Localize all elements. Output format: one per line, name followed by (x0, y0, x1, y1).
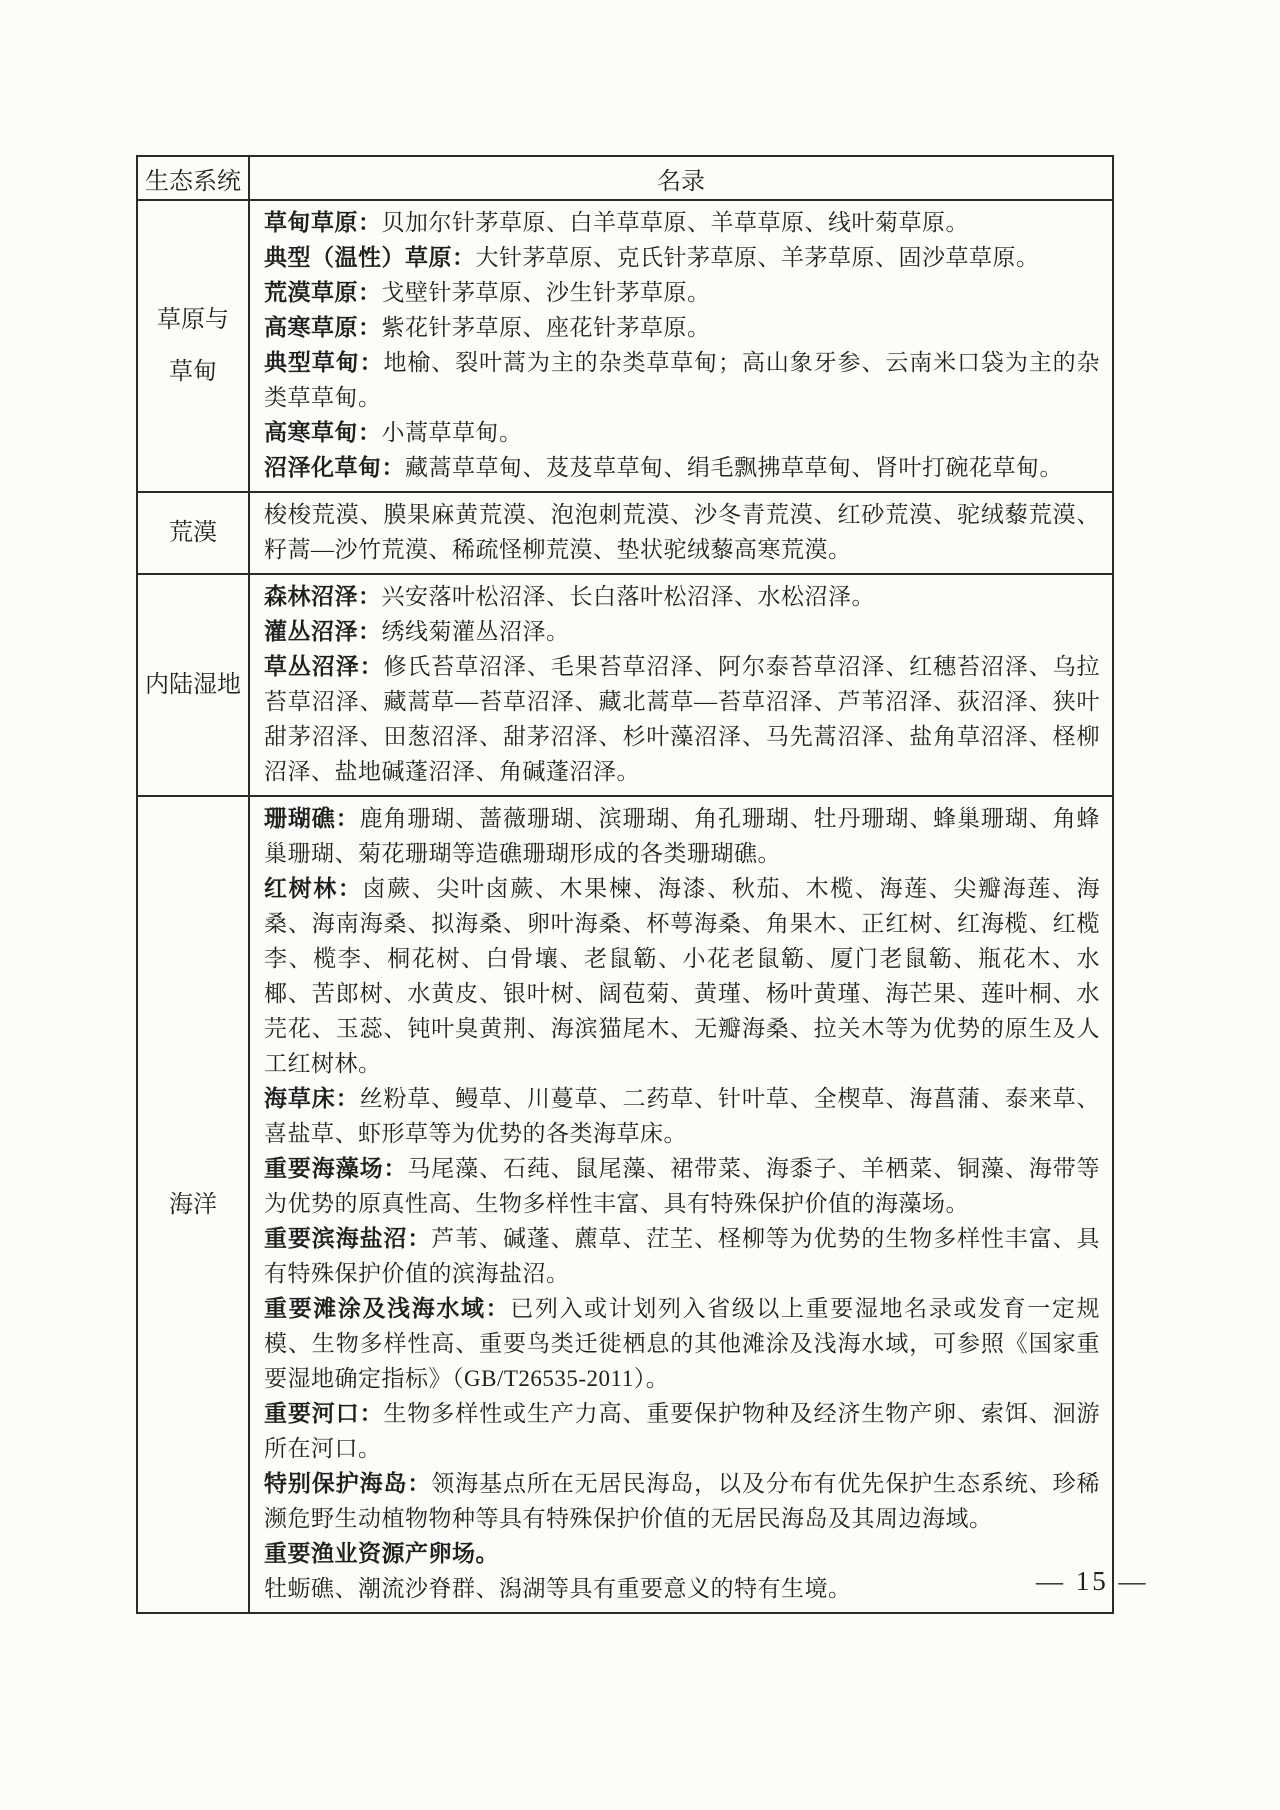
item-text: 小蒿草草甸。 (381, 420, 523, 445)
item-text: 领海基点所在无居民海岛，以及分布有优先保护生态系统、珍稀濒危野生动植物物种等具有特殊保护价值的无居民海岛及其周边海域。 (264, 1471, 1101, 1531)
item-text: 丝粉草、鳗草、川蔓草、二药草、针叶草、全楔草、海菖蒲、泰来草、喜盐草、虾形草等为优势的各类海草床。 (264, 1086, 1101, 1146)
item-text: 梭梭荒漠、膜果麻黄荒漠、泡泡刺荒漠、沙冬青荒漠、红砂荒漠、驼绒藜荒漠、籽蒿—沙竹荒漠、稀疏怪柳荒漠、垫状驼绒藜高寒荒漠。 (264, 502, 1100, 562)
catalog-item (264, 871, 1100, 1081)
ecosystem-label: 草原与 (157, 307, 229, 333)
item-label: 珊瑚礁： (264, 806, 360, 831)
catalog-item (264, 1571, 1100, 1606)
item-label: 特别保护海岛： (264, 1471, 432, 1496)
item-text: 马尾藻、石莼、鼠尾藻、裙带菜、海黍子、羊栖菜、铜藻、海带等为优势的原真性高、生物多样性丰富、具有特殊保护价值的海藻场。 (264, 1156, 1101, 1216)
catalog-item (264, 1291, 1100, 1396)
item-label: 重要滨海盐沼： (264, 1226, 432, 1251)
catalog-item (264, 310, 1100, 345)
catalog-item (264, 497, 1100, 567)
item-label: 典型（温性）草原： (264, 245, 476, 270)
catalog-item (264, 579, 1100, 614)
catalog-item (264, 614, 1100, 649)
ecosystem-cell (137, 796, 249, 1613)
item-label: 海草床： (264, 1086, 360, 1111)
ecosystem-cell (137, 574, 249, 796)
ecosystem-label: 海洋 (169, 1191, 217, 1218)
item-label: 灌丛沼泽： (264, 619, 382, 644)
ecosystem-table (136, 155, 1114, 1614)
item-label: 沼泽化草甸： (264, 455, 405, 480)
catalog-item (264, 1221, 1100, 1291)
item-label: 荒漠草原： (264, 280, 382, 305)
ecosystem-cell (137, 492, 249, 574)
catalog-cell (249, 492, 1113, 574)
catalog-item (264, 415, 1100, 450)
item-text: 已列入或计划列入省级以上重要湿地名录或发育一定规模、生物多样性高、重要鸟类迁徙栖息的其他滩涂及浅海水域，可参照《国家重要湿地确定指标》（GB/T26535-2011）。 (264, 1296, 1101, 1391)
catalog-item (264, 275, 1100, 310)
ecosystem-label: 内陆湿地 (145, 672, 241, 698)
item-text: 卤蕨、尖叶卤蕨、木果楝、海漆、秋茄、木榄、海莲、尖瓣海莲、海桑、海南海桑、拟海桑、卵叶海桑、杯萼海桑、角果木、正红树、红海榄、红榄李、榄李、桐花树、白骨壤、老鼠簕、小花老鼠簕、厦门老鼠簕、瓶花木、水椰、苦郎树、水黄皮、银叶树、阔苞菊、黄瑾、杨叶黄瑾、海芒果、莲叶桐、水芫花、玉蕊、钝叶臭黄荆、海滨猫尾木、无瓣海桑、拉关木等为优势的原生及人工红树林。 (264, 876, 1101, 1076)
table-row (137, 796, 1113, 1613)
item-text: 戈壁针茅草原、沙生针茅草原。 (381, 280, 711, 305)
page-number: — 15 — (1036, 1566, 1149, 1596)
catalog-item (264, 1081, 1100, 1151)
item-label: 重要渔业资源产卵场。 (264, 1541, 499, 1566)
ecosystem-cell (137, 200, 249, 492)
catalog-item (264, 240, 1100, 275)
item-label: 红树林： (264, 876, 363, 901)
header-row (137, 156, 1113, 200)
item-text: 鹿角珊瑚、蔷薇珊瑚、滨珊瑚、角孔珊瑚、牡丹珊瑚、蜂巢珊瑚、角蜂巢珊瑚、菊花珊瑚等造礁珊瑚形成的各类珊瑚礁。 (264, 806, 1101, 866)
ecosystem-label: 草甸 (169, 359, 217, 385)
item-text: 地榆、裂叶蒿为主的杂类草草甸；高山象牙参、云南米口袋为主的杂类草草甸。 (264, 350, 1101, 410)
catalog-cell (249, 796, 1113, 1613)
item-text: 修氏苔草沼泽、毛果苔草沼泽、阿尔泰苔草沼泽、红穗苔沼泽、乌拉苔草沼泽、藏蒿草—苔草沼泽、藏北蒿草—苔草沼泽、芦苇沼泽、荻沼泽、狭叶甜茅沼泽、田葱沼泽、甜茅沼泽、杉叶藻沼泽、马先蒿沼泽、盐角草沼泽、柽柳沼泽、盐地碱蓬沼泽、角碱蓬沼泽。 (264, 654, 1101, 784)
item-text: 牡蛎礁、潮流沙脊群、潟湖等具有重要意义的特有生境。 (264, 1576, 852, 1601)
catalog-item (264, 649, 1100, 789)
item-label: 高寒草甸： (264, 420, 382, 445)
catalog-item (264, 801, 1100, 871)
item-text: 紫花针茅草原、座花针茅草原。 (381, 315, 711, 340)
catalog-item (264, 1536, 1100, 1571)
item-label: 草丛沼泽： (264, 654, 384, 679)
item-text: 芦苇、碱蓬、藨草、茳芏、柽柳等为优势的生物多样性丰富、具有特殊保护价值的滨海盐沼。 (264, 1226, 1101, 1286)
item-text: 藏蒿草草甸、芨芨草草甸、绢毛飘拂草草甸、肾叶打碗花草甸。 (405, 455, 1063, 480)
catalog-item (264, 1151, 1100, 1221)
item-text: 生物多样性或生产力高、重要保护物种及经济生物产卵、索饵、洄游所在河口。 (264, 1401, 1101, 1461)
header-ecosystem: 生态系统 (137, 156, 249, 200)
item-text: 大针茅草原、克氏针茅草原、羊茅草原、固沙草草原。 (475, 245, 1040, 270)
item-text: 兴安落叶松沼泽、长白落叶松沼泽、水松沼泽。 (381, 584, 875, 609)
table-row (137, 574, 1113, 796)
item-label: 典型草甸： (264, 350, 384, 375)
catalog-item (264, 345, 1100, 415)
catalog-item (264, 1396, 1100, 1466)
item-label: 重要河口： (264, 1401, 384, 1426)
item-label: 重要滩涂及浅海水域： (264, 1296, 511, 1321)
item-label: 高寒草原： (264, 315, 382, 340)
ecosystem-label: 荒漠 (169, 520, 217, 546)
item-label: 森林沼泽： (264, 584, 382, 609)
header-catalog: 名录 (249, 156, 1113, 200)
item-label: 草甸草原： (264, 210, 382, 235)
catalog-item (264, 1466, 1100, 1536)
item-label: 重要海藻场： (264, 1156, 408, 1181)
catalog-item (264, 205, 1100, 240)
table-row (137, 492, 1113, 574)
catalog-item (264, 450, 1100, 485)
catalog-cell (249, 574, 1113, 796)
item-text: 绣线菊灌丛沼泽。 (381, 619, 570, 644)
ecosystem-table-body (137, 200, 1113, 1613)
table-row (137, 200, 1113, 492)
table-header (137, 156, 1113, 200)
catalog-cell (249, 200, 1113, 492)
item-text: 贝加尔针茅草原、白羊草草原、羊草草原、线叶菊草原。 (381, 210, 969, 235)
